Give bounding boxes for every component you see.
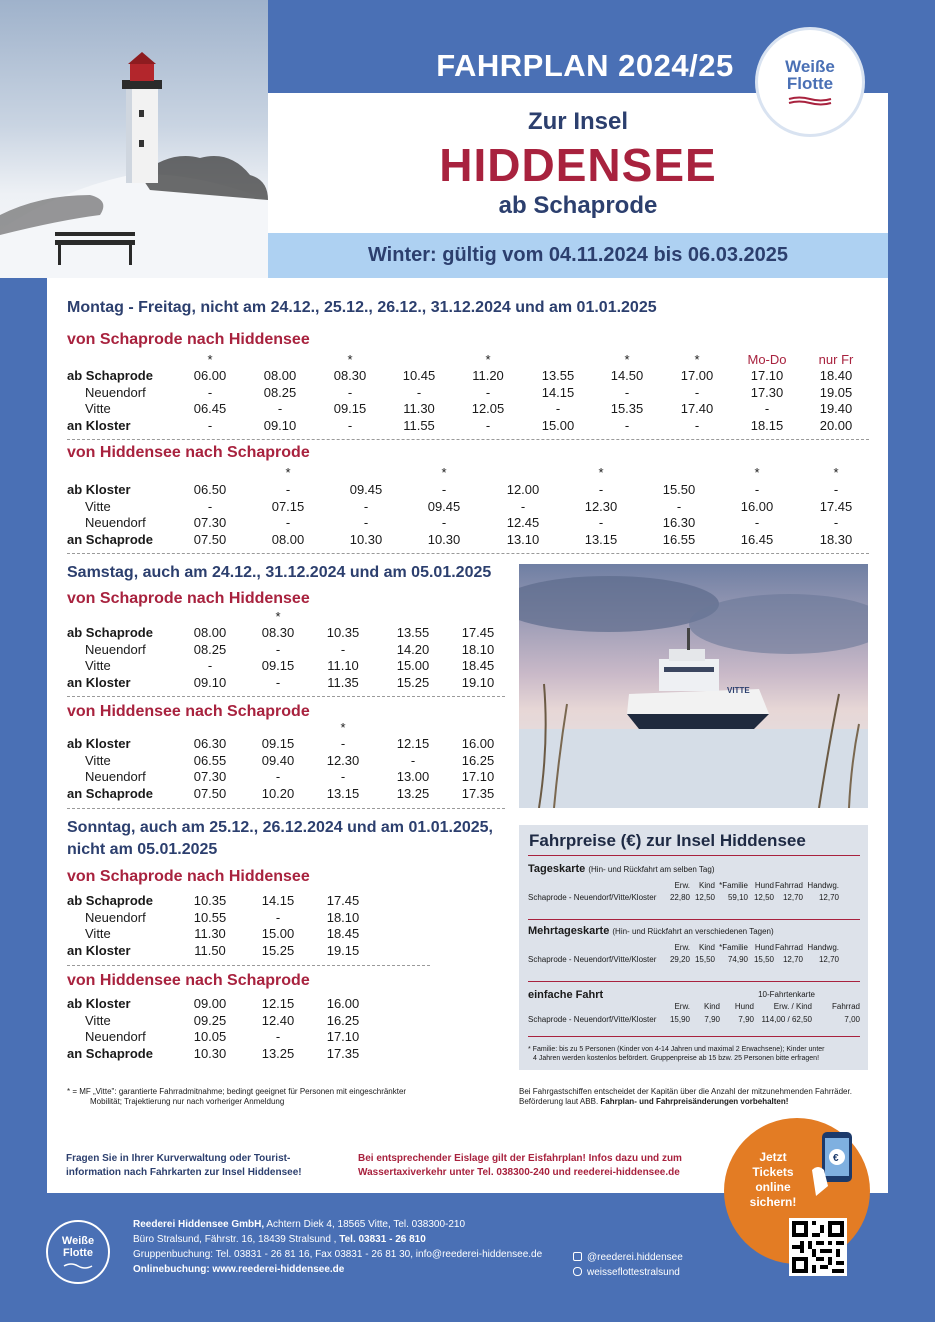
fare-price: 15,50 [694, 955, 715, 964]
departure-time: - [363, 515, 369, 530]
stop-name: Neuendorf [85, 909, 146, 925]
departure-time: - [285, 482, 291, 497]
departure-time: 09.25 [193, 1012, 227, 1028]
departure-time: 17.10 [750, 368, 784, 383]
departure-time: - [833, 482, 839, 497]
saturday-heading: Samstag, auch am 24.12., 31.12.2024 und am 05.01.2025 [67, 564, 492, 581]
fare-price: 12,70 [782, 893, 803, 902]
island-name: HIDDENSEE [439, 139, 717, 191]
departure-time: 13.10 [506, 531, 540, 547]
fare-column-header: Kind [703, 1002, 720, 1011]
fare-price: 114,00 / 62,50 [761, 1015, 812, 1024]
departure-time: - [754, 482, 760, 497]
weekday-to-table [67, 352, 867, 436]
departure-time: 12.45 [506, 515, 540, 530]
stop-name: ab Kloster [67, 996, 131, 1011]
stop-name: Neuendorf [85, 641, 146, 657]
company-address: Reederei Hiddensee GmbH, Achtern Diek 4, 18565 Vitte, Tel. 038300-210 Büro Stralsund, Fährstr. 16, 18439 Stralsund , Tel. 03831 - 26 810 Gruppenbuchung: Tel. 03831 - 26 81 16, Fax 03831 - 26 81 30, info@reederei-hiddensee.de Onlinebuchung: www.reederei-hiddensee.de [133, 1219, 543, 1275]
stop-name: an Kloster [67, 674, 131, 690]
fare-price: 7,00 [844, 1015, 860, 1024]
departure-time: 10.45 [402, 368, 436, 383]
departure-time: 16.25 [461, 752, 495, 768]
departure-time: 11.30 [194, 926, 226, 941]
departure-time: - [207, 384, 213, 400]
fare-price: 12,70 [818, 955, 839, 964]
subtitle-to-island: Zur Insel [527, 108, 629, 135]
departure-time: 10.55 [193, 909, 227, 925]
departure-time: 16.25 [326, 1012, 360, 1028]
stop-name: Vitte [85, 498, 111, 514]
stop-name: ab Kloster [67, 736, 131, 751]
departure-time: 10.05 [193, 1029, 227, 1044]
fare-column-header: Hund [754, 943, 774, 952]
fare-column-header: Handwg. [807, 943, 839, 952]
departure-time: - [340, 769, 346, 784]
fare-route: Schaprode - Neuendorf/Vitte/Kloster [528, 893, 657, 902]
departure-time: 09.10 [263, 417, 297, 433]
fare-column-header: Erw. [674, 881, 690, 890]
departure-time: 08.30 [333, 368, 367, 383]
social-links [573, 1250, 683, 1280]
departure-time: 20.00 [819, 417, 853, 433]
departure-time: 13.25 [261, 1045, 295, 1061]
departure-time: 19.10 [461, 674, 495, 690]
departure-time: 07.15 [271, 498, 305, 514]
departure-time: 13.00 [396, 769, 430, 784]
departure-time: 13.15 [584, 531, 618, 547]
fare-column-header: Erw. [674, 1002, 690, 1011]
departure-time: 15.35 [610, 401, 644, 416]
fare-box [519, 825, 868, 1070]
fare-column-header: Kind [698, 943, 715, 952]
departure-time: 18.10 [326, 909, 360, 925]
departure-time: 17.00 [680, 368, 714, 383]
departure-time: 07.50 [193, 785, 227, 801]
fare-column-header: Hund [754, 881, 774, 890]
departure-time: 10.30 [427, 531, 461, 547]
departure-time: 09.10 [193, 674, 227, 690]
fare-column-header: Fahrrad [774, 881, 803, 890]
stop-name: ab Schaprode [67, 368, 153, 383]
departure-time: - [410, 752, 416, 768]
fare-column-header: Erw. / Kind [773, 1002, 812, 1011]
departure-time: 10.30 [193, 1045, 227, 1061]
column-mark: nur Fr [818, 352, 854, 367]
departure-time: - [347, 384, 353, 400]
column-mark: * [207, 352, 213, 367]
departure-time: 12.05 [471, 401, 505, 416]
weekday-from-table [67, 465, 867, 549]
column-mark: * [347, 352, 353, 367]
weisse-flotte-logo: Weiße Flotte [758, 30, 862, 134]
ferry-name-label: VITTE [727, 686, 750, 695]
divider [528, 919, 860, 920]
departure-time: 18.45 [326, 926, 360, 941]
departure-time: - [207, 658, 213, 673]
departure-time: 08.00 [271, 531, 305, 547]
divider [528, 981, 860, 982]
stop-name: Neuendorf [85, 769, 146, 784]
departure-time: 09.00 [193, 996, 227, 1011]
departure-time: 19.05 [819, 384, 853, 400]
facebook-icon [573, 1252, 582, 1261]
departure-time: 06.45 [193, 401, 227, 416]
departure-time: - [275, 674, 281, 690]
departure-time: 10.20 [261, 785, 295, 801]
footer-logo: Weiße Flotte [46, 1220, 110, 1284]
departure-time: - [340, 736, 346, 751]
departure-time: 11.10 [327, 658, 359, 673]
phone-hand-icon [810, 1130, 860, 1200]
departure-time: 08.25 [193, 641, 227, 657]
departure-time: 08.00 [263, 368, 297, 383]
fare-column-header: *Familie [719, 943, 748, 952]
fare-column-header: Kind [698, 881, 715, 890]
column-mark: * [833, 465, 839, 480]
departure-time: 18.15 [750, 417, 784, 433]
departure-time: 13.55 [396, 625, 430, 640]
departure-time: 18.30 [819, 531, 853, 547]
fare-column-header: Erw. [674, 943, 690, 952]
weekday-from-hiddensee-title: von Hiddensee nach Schaprode [67, 444, 310, 461]
fare-price: 15,90 [669, 1015, 690, 1024]
departure-time: - [754, 515, 760, 530]
fare-column-header: Fahrrad [831, 1002, 860, 1011]
stop-name: Neuendorf [85, 1029, 146, 1044]
departure-time: 13.25 [396, 785, 430, 801]
departure-time: - [285, 515, 291, 530]
departure-time: 12.40 [261, 1012, 295, 1028]
departure-time: 10.35 [193, 893, 227, 908]
ice-schedule-note: Bei entsprechender Eislage gilt der Eisfahrplan! Infos dazu und zum Wassertaxiverkehr unter Tel. 038300-240 und reederei-hiddensee.de [358, 1153, 682, 1178]
fare-column-header: *Familie [719, 881, 748, 890]
stop-name: an Schaprode [67, 1045, 153, 1061]
saturday-to-hiddensee-title: von Schaprode nach Hiddensee [67, 590, 310, 607]
departure-time: 12.15 [396, 736, 430, 751]
departure-time: - [676, 498, 682, 514]
fare-price: 7,90 [704, 1015, 720, 1024]
departure-time: 17.30 [750, 384, 784, 400]
fare-title: Fahrpreise (€) zur Insel Hiddensee [529, 831, 806, 850]
fare-price: 12,50 [753, 893, 774, 902]
departure-time: 15.25 [261, 942, 295, 958]
departure-time: 07.30 [193, 769, 227, 784]
fare-column-header: Handwg. [807, 881, 839, 890]
departure-time: - [207, 498, 213, 514]
einfache-fahrt-title: einfache Fahrt [528, 989, 604, 1001]
column-mark: * [340, 720, 346, 735]
online-tickets-badge[interactable]: Jetzt Tickets online sichern! € [724, 1118, 870, 1264]
sunday-from-table [67, 996, 427, 1062]
divider [67, 553, 869, 554]
mehrtageskarte-title: Mehrtageskarte (Hin- und Rückfahrt an verschiedenen Tagen) [528, 925, 774, 937]
fare-price: 29,20 [669, 955, 690, 964]
sunday-from-hiddensee-title: von Hiddensee nach Schaprode [67, 972, 310, 989]
departure-time: 11.20 [472, 368, 504, 383]
ten-trip-label: 10-Fahrtenkarte [758, 990, 815, 999]
ticket-info-note: Fragen Sie in Ihrer Kurverwaltung oder Tourist- information nach Fahrkarten zur Insel Hiddensee! [66, 1153, 302, 1178]
departure-port: ab Schaprode [498, 192, 658, 219]
fare-price: 74,90 [727, 955, 748, 964]
departure-time: - [275, 769, 281, 784]
departure-time: - [555, 401, 561, 416]
departure-time: - [277, 401, 283, 416]
divider [67, 965, 430, 966]
fare-column-header: Fahrrad [774, 943, 803, 952]
departure-time: - [764, 401, 770, 416]
lighthouse-photo [0, 0, 268, 278]
departure-time: 10.35 [326, 625, 360, 640]
departure-time: 09.40 [261, 752, 295, 768]
departure-time: - [275, 1029, 281, 1044]
saturday-from-table [67, 720, 507, 804]
saturday-from-hiddensee-title: von Hiddensee nach Schaprode [67, 703, 310, 720]
tageskarte-title: Tageskarte (Hin- und Rückfahrt am selben Tag) [528, 863, 715, 875]
departure-time: 15.00 [396, 658, 430, 673]
departure-time: 12.00 [506, 482, 540, 497]
departure-time: 17.40 [680, 401, 714, 416]
facebook-link[interactable]: @reederei.hiddensee [573, 1250, 683, 1265]
departure-time: 13.55 [541, 368, 575, 383]
departure-time: 14.15 [541, 384, 575, 400]
ferry-photo [519, 564, 868, 808]
qr-code[interactable] [789, 1218, 847, 1276]
stop-name: Vitte [85, 401, 111, 416]
departure-time: 08.25 [263, 384, 297, 400]
departure-time: 11.50 [194, 942, 226, 958]
departure-time: 09.15 [261, 736, 295, 751]
departure-time: 15.00 [541, 417, 575, 433]
sunday-heading-line2: nicht am 05.01.2025 [67, 841, 218, 858]
stop-name: Neuendorf [85, 515, 146, 530]
fare-price: 15,50 [753, 955, 774, 964]
departure-time: - [275, 641, 281, 657]
departure-time: - [275, 909, 281, 925]
family-footnote: * Familie: bis zu 5 Personen (Kinder von 4-14 Jahren und maximal 2 Erwachsene); Kinder unter 4 Jahren werden kostenlos befördert. Gruppenpreise ab 15 bzw. 25 Personen bitte erfragen! [528, 1046, 825, 1062]
departure-time: - [694, 417, 700, 433]
departure-time: 17.45 [819, 498, 853, 514]
departure-time: 06.50 [193, 482, 227, 497]
departure-time: 16.45 [740, 531, 774, 547]
departure-time: 06.30 [193, 736, 227, 751]
departure-time: 17.35 [326, 1045, 360, 1061]
stop-name: Vitte [85, 1012, 111, 1028]
stop-name: an Kloster [67, 417, 131, 433]
fare-price: 59,10 [727, 893, 748, 902]
departure-time: 09.45 [427, 498, 461, 514]
column-mark: * [624, 352, 630, 367]
svg-text:€: € [833, 1153, 839, 1164]
fare-price: 12,70 [818, 893, 839, 902]
departure-time: - [363, 498, 369, 514]
departure-time: 14.20 [396, 641, 430, 657]
departure-time: - [694, 384, 700, 400]
departure-time: - [624, 417, 630, 433]
departure-time: 11.35 [327, 674, 359, 690]
departure-time: 11.55 [403, 417, 435, 433]
departure-time: 15.25 [396, 674, 430, 690]
stop-name: ab Schaprode [67, 893, 153, 908]
wave-icon [63, 1262, 93, 1269]
column-mark: * [441, 465, 447, 480]
wave-icon [787, 96, 833, 106]
departure-time: 18.10 [461, 641, 495, 657]
departure-time: 15.50 [662, 482, 696, 497]
saturday-to-table [67, 609, 507, 693]
stop-name: ab Schaprode [67, 625, 153, 640]
stop-name: Neuendorf [85, 384, 146, 400]
departure-time: - [485, 384, 491, 400]
departure-time: 12.30 [584, 498, 618, 514]
departure-time: 11.30 [403, 401, 435, 416]
weekday-heading: Montag - Freitag, nicht am 24.12., 25.12., 26.12., 31.12.2024 und am 01.01.2025 [67, 299, 657, 316]
instagram-icon [573, 1267, 582, 1276]
departure-time: 06.00 [193, 368, 227, 383]
departure-time: 09.45 [349, 482, 383, 497]
departure-time: 08.00 [193, 625, 227, 640]
departure-time: - [485, 417, 491, 433]
sunday-to-hiddensee-title: von Schaprode nach Hiddensee [67, 868, 310, 885]
column-mark: * [285, 465, 291, 480]
fare-route: Schaprode - Neuendorf/Vitte/Kloster [528, 1015, 657, 1024]
departure-time: - [207, 417, 213, 433]
column-mark: Mo-Do [747, 352, 787, 367]
online-booking-link[interactable]: Onlinebuchung: www.reederei-hiddensee.de [133, 1264, 345, 1275]
instagram-link[interactable]: weisseflottestralsund [573, 1265, 683, 1280]
column-mark: * [694, 352, 700, 367]
divider [67, 439, 869, 440]
departure-time: 17.35 [461, 785, 495, 801]
divider [67, 696, 505, 697]
column-mark: * [485, 352, 491, 367]
legend-note: * = MF „Vitte": garantierte Fahrradmitnahme; bedingt geeignet für Personen mit eingeschränkter Mobilität; Trajektierung nur nach vorheriger Anmeldung [67, 1087, 407, 1106]
departure-time: - [598, 515, 604, 530]
departure-time: - [520, 498, 526, 514]
departure-time: 17.10 [461, 769, 495, 784]
stop-name: an Kloster [67, 942, 131, 958]
departure-time: 19.15 [326, 942, 360, 958]
departure-time: 19.40 [819, 401, 853, 416]
stop-name: Vitte [85, 752, 111, 768]
column-mark: * [598, 465, 604, 480]
departure-time: - [833, 515, 839, 530]
departure-time: - [624, 384, 630, 400]
departure-time: - [347, 417, 353, 433]
fare-price: 7,90 [738, 1015, 754, 1024]
departure-time: 08.30 [261, 625, 295, 640]
departure-time: 09.15 [261, 658, 295, 673]
departure-time: 14.50 [610, 368, 644, 383]
column-mark: * [754, 465, 760, 480]
sunday-to-table [67, 893, 427, 959]
departure-time: - [598, 482, 604, 497]
fare-price: 22,80 [669, 893, 690, 902]
departure-time: - [441, 482, 447, 497]
departure-time: 16.30 [662, 515, 696, 530]
divider [67, 808, 505, 809]
column-mark: * [275, 609, 281, 624]
divider [528, 1036, 860, 1037]
stop-name: an Schaprode [67, 531, 153, 547]
divider [528, 855, 860, 856]
sunday-heading-line1: Sonntag, auch am 25.12., 26.12.2024 und am 01.01.2025, [67, 819, 493, 836]
departure-time: 17.10 [326, 1029, 360, 1044]
departure-time: 14.15 [261, 893, 295, 908]
departure-time: 09.15 [333, 401, 367, 416]
departure-time: 13.15 [326, 785, 360, 801]
departure-time: 16.00 [461, 736, 495, 751]
stop-name: an Schaprode [67, 785, 153, 801]
departure-time: 07.30 [193, 515, 227, 530]
departure-time: - [441, 515, 447, 530]
departure-time: 18.45 [461, 658, 495, 673]
departure-time: 12.30 [326, 752, 360, 768]
fare-price: 12,70 [782, 955, 803, 964]
stop-name: Vitte [85, 926, 111, 941]
departure-time: 17.45 [461, 625, 495, 640]
departure-time: 16.00 [740, 498, 774, 514]
departure-time: 12.15 [261, 996, 295, 1011]
fare-price: 12,50 [694, 893, 715, 902]
stop-name: Vitte [85, 658, 111, 673]
departure-time: 18.40 [819, 368, 853, 383]
validity-text: Winter: gültig vom 04.11.2024 bis 06.03.2025 [367, 244, 789, 266]
departure-time: 10.30 [349, 531, 383, 547]
weekday-to-hiddensee-title: von Schaprode nach Hiddensee [67, 331, 310, 348]
page-title: FAHRPLAN 2024/25 [436, 48, 734, 83]
departure-time: 07.50 [193, 531, 227, 547]
bikes-note: Bei Fahrgastschiffen entscheidet der Kapitän über die Anzahl der mitzunehmenden Fahrräder. Beförderung laut ABB. Fahrplan- und Fahrpreisänderungen vorbehalten! [519, 1087, 852, 1106]
fare-column-header: Hund [734, 1002, 754, 1011]
departure-time: 15.00 [261, 926, 295, 941]
departure-time: 16.00 [326, 996, 360, 1011]
departure-time: 17.45 [326, 893, 360, 908]
departure-time: - [340, 641, 346, 657]
fare-route: Schaprode - Neuendorf/Vitte/Kloster [528, 955, 657, 964]
departure-time: 06.55 [193, 752, 227, 768]
departure-time: - [416, 384, 422, 400]
departure-time: 16.55 [662, 531, 696, 547]
stop-name: ab Kloster [67, 482, 131, 497]
